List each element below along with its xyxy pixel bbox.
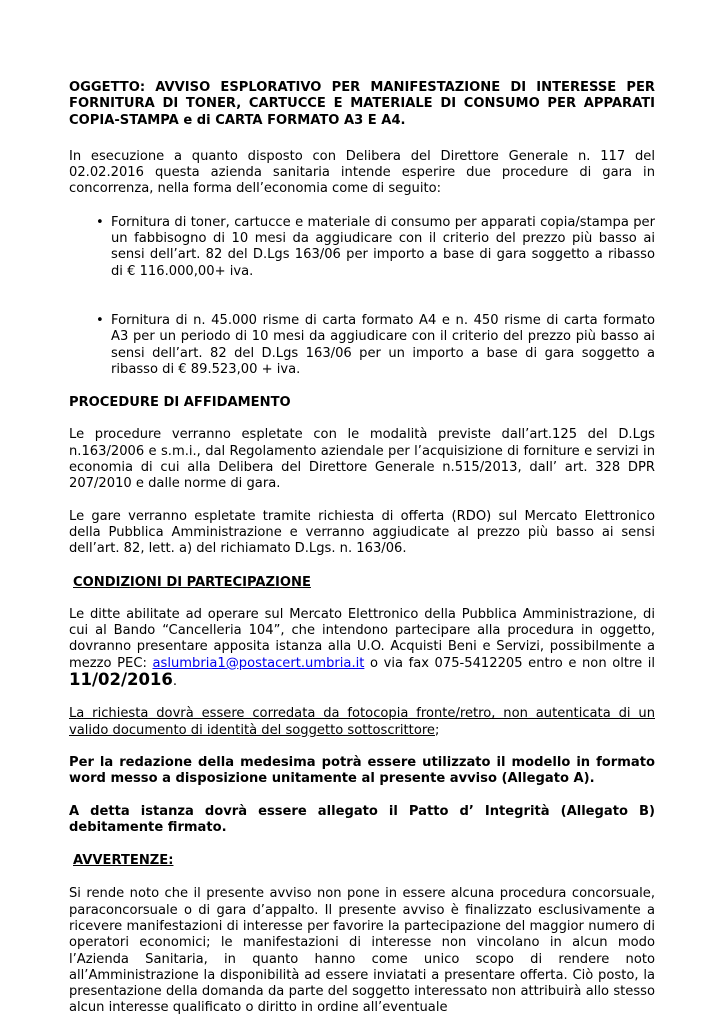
conditions-paragraph-3: Per la redazione della medesima potrà essere utilizzato il modello in formato word messo a disposizione unitamente al presente avviso (Allegato A).: [69, 754, 655, 787]
conditions-text: Le ditte abilitate ad operare sul Mercato Elettronico della Pubblica Amministrazione, di cui al Bando “Cancelleria 104”, che intendono partecipare alla procedura in oggetto, dovranno presentare apposita istanza alla U.O. Acquisti Beni e Servizi, possibilmente a mezzo PEC:: [69, 606, 655, 671]
section-heading-conditions: [69, 575, 655, 591]
section-heading-warnings: [69, 853, 655, 869]
conditions-paragraph-1: [69, 607, 655, 690]
list-item-text: Fornitura di toner, cartucce e materiale di consumo per apparati copia/stampa per un fabbisogno di 10 mesi da aggiudicare con il criterio del prezzo più basso ai sensi dell’art. 82 del D.Lgs 163/06 per importo a base di gara soggetto a ribasso di € 116.000,00+ iva.: [111, 214, 655, 279]
period: .: [172, 674, 178, 690]
document-requirement-text: La richiesta dovrà essere corredata da fotocopia fronte/retro, non autenticata di un valido documento di identità del soggetto sottoscrittore: [69, 706, 655, 738]
document-body: [69, 80, 655, 1017]
procedure-paragraph-2: Le gare verranno espletate tramite richiesta di offerta (RDO) sul Mercato Elettronico della Pubblica Amministrazione e verranno aggiudicate al prezzo più basso ai sensi dell’art. 82, lett. a) del richiamato D.Lgs. n. 163/06.: [69, 508, 655, 557]
list-item: [69, 313, 655, 378]
procedure-paragraph-1: Le procedure verranno espletate con le modalità previste dall’art.125 del D.Lgs n.163/2006 e s.m.i., dal Regolamento aziendale per l’acquisizione di forniture e servizi in economia di cui alla Delibera del Direttore Generale n.515/2013, dall’ art. 328 DPR 207/2010 e dalle norme di gara.: [69, 427, 655, 492]
section-heading-warnings-text: AVVERTENZE:: [73, 853, 174, 869]
bullet-icon: •: [96, 312, 104, 328]
section-heading-conditions-text: CONDIZIONI DI PARTECIPAZIONE: [73, 574, 311, 590]
intro-paragraph: In esecuzione a quanto disposto con Delibera del Direttore Generale n. 117 del 02.02.2016 questa azienda sanitaria intende esperire due procedure di gara in concorrenza, nella forma dell’economia come di seguito:: [69, 148, 655, 197]
bullet-icon: •: [96, 214, 104, 230]
fax-deadline-text: o via fax 075-5412205 entro e non oltre il: [364, 655, 656, 671]
pec-email-link[interactable]: aslumbria1@postacert.umbria.it: [152, 655, 365, 671]
deadline-date: 11/02/2016: [69, 670, 173, 690]
conditions-paragraph-4: A detta istanza dovrà essere allegato il Patto d’ Integrità (Allegato B) debitamente firmato.: [69, 803, 655, 835]
conditions-paragraph-2: [69, 706, 655, 739]
warnings-paragraph: Si rende noto che il presente avviso non pone in essere alcuna procedura concorsuale, paraconcorsuale o di gara d’appalto. Il presente avviso è finalizzato esclusivamente a ricevere manifestazioni di interesse per favorire la partecipazione del maggior numero di operatori economici; le manifestazioni di interesse non vincolano in alcun modo l’Azienda Sanitaria, in quanto hanno come unico scopo di rendere noto all’Amministrazione la disponibilità ad essere inviatati a presentare offerta. Ciò posto, la presentazione della domanda da parte del soggetto interessato non attribuirà allo stesso alcun interesse qualificato o diritto in ordine all’eventuale: [69, 886, 655, 1016]
section-heading-procedure: PROCEDURE DI AFFIDAMENTO: [69, 395, 291, 411]
semicolon: ;: [434, 722, 440, 738]
list-item: [69, 215, 655, 280]
subject-heading: OGGETTO: AVVISO ESPLORATIVO PER MANIFESTAZIONE DI INTERESSE PER FORNITURA DI TONER, CARTUCCE E MATERIALE DI CONSUMO PER APPARATI COPIA-STAMPA e di CARTA FORMATO A3 E A4.: [69, 80, 655, 128]
list-item-text: Fornitura di n. 45.000 risme di carta formato A4 e n. 450 risme di carta formato A3 per un periodo di 10 mesi da aggiudicare con il criterio del prezzo più basso ai sensi dell’art. 82 del D.Lgs 163/06 per un importo a base di gara soggetto a ribasso di € 89.523,00 + iva.: [111, 312, 655, 377]
procurement-list: [69, 215, 655, 378]
